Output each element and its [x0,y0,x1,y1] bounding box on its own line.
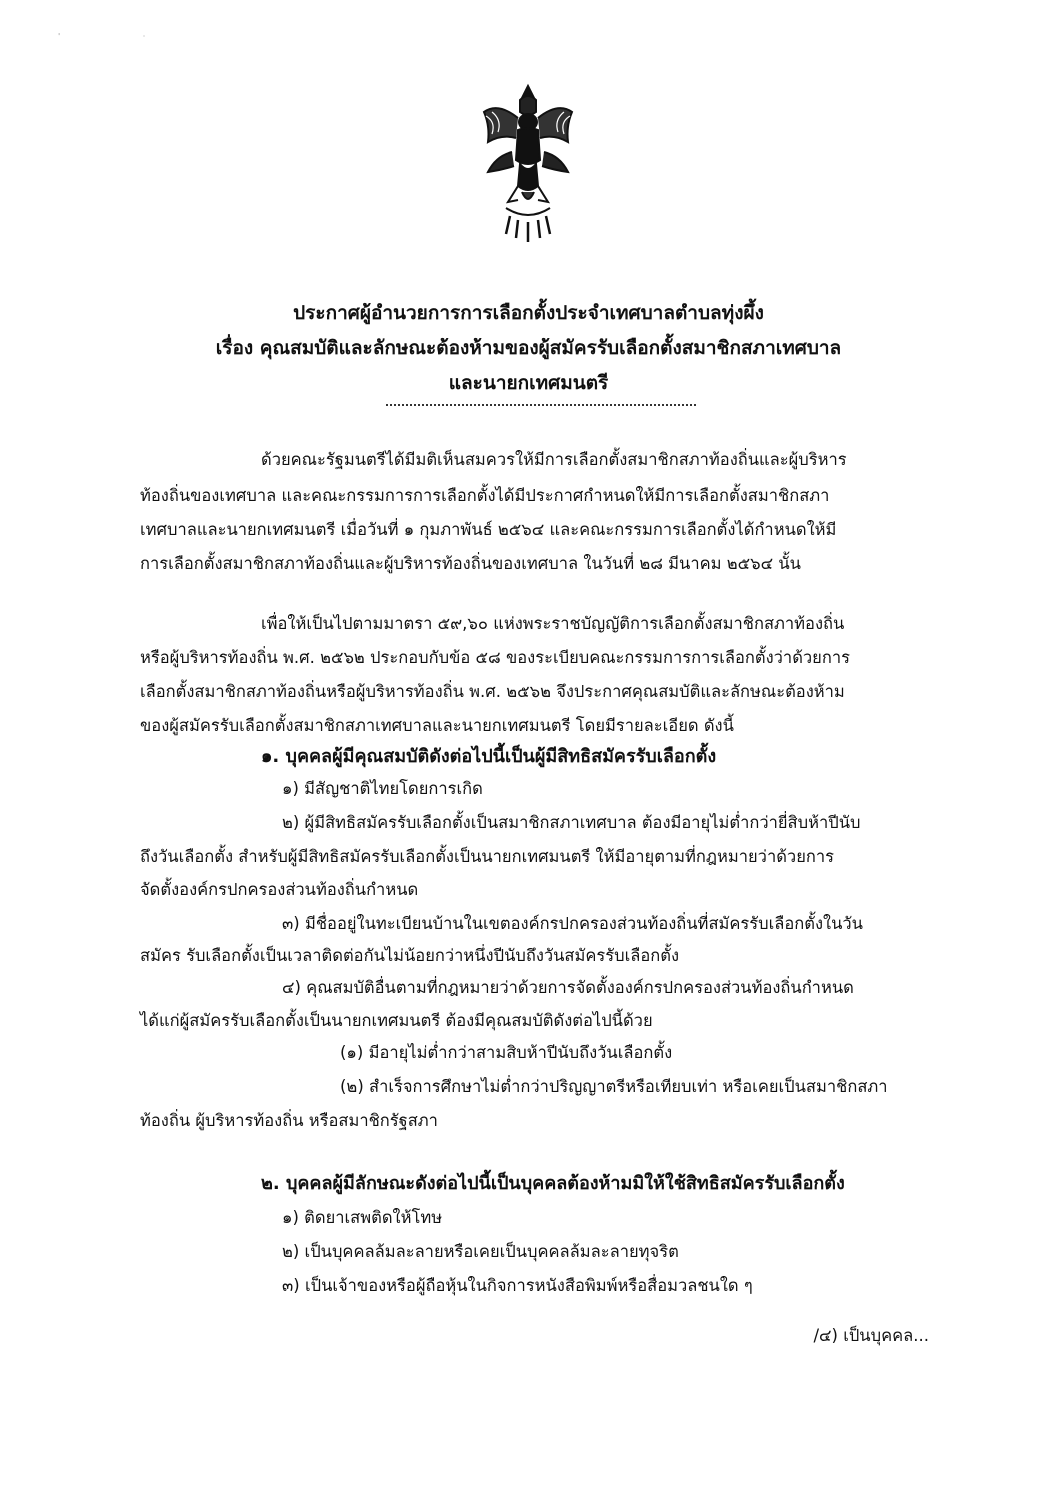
paragraph2-line: หรือผู้บริหารท้องถิ่น พ.ศ. ๒๕๖๒ ประกอบกับข้อ ๕๘ ของระเบียบคณะกรรมการการเลือกตั้งว่าด้วยการ [140,648,850,667]
paragraph1-line: ท้องถิ่นของเทศบาล และคณะกรรมการการเลือกตั้งได้มีประกาศกำหนดให้มีการเลือกตั้งสมาชิกสภา [140,486,830,505]
section1-item4-line: ได้แก่ผู้สมัครรับเลือกตั้งเป็นนายกเทศมนตรี ต้องมีคุณสมบัติดังต่อไปนี้ด้วย [140,1011,653,1030]
section1-heading: ๑. บุคคลผู้มีคุณสมบัติดังต่อไปนี้เป็นผู้มีสิทธิสมัครรับเลือกตั้ง [261,746,717,767]
section1-item2-line: ถึงวันเลือกตั้ง สำหรับผู้มีสิทธิสมัครรับเลือกตั้งเป็นนายกเทศมนตรี ให้มีอายุตามที่กฎหมายว่าด้วยการ [140,847,834,866]
section1-item2-line: จัดตั้งองค์กรปกครองส่วนท้องถิ่นกำหนด [140,880,419,899]
paragraph2-line: เพื่อให้เป็นไปตามมาตรา ๕๙,๖๐ แห่งพระราชบัญญัติการเลือกตั้งสมาชิกสภาท้องถิ่น [261,614,845,633]
paragraph2-line: เลือกตั้งสมาชิกสภาท้องถิ่นหรือผู้บริหารท้องถิ่น พ.ศ. ๒๕๖๒ จึงประกาศคุณสมบัติและลักษณะต้องห้าม [140,682,845,701]
section1-item4-line: ๔) คุณสมบัติอื่นตามที่กฎหมายว่าด้วยการจัดตั้งองค์กรปกครองส่วนท้องถิ่นกำหนด [282,978,854,997]
section2-item2: ๒) เป็นบุคคลล้มละลายหรือเคยเป็นบุคคลล้มละลายทุจริต [282,1242,679,1261]
announcement-subject-continued: และนายกเทศมนตรี [448,372,609,394]
section1-item2-line: ๒) ผู้มีสิทธิสมัครรับเลือกตั้งเป็นสมาชิกสภาเทศบาล ต้องมีอายุไม่ต่ำกว่ายี่สิบห้าปีนับ [282,813,861,832]
paragraph1-line: ด้วยคณะรัฐมนตรีได้มีมติเห็นสมควรให้มีการเลือกตั้งสมาชิกสภาท้องถิ่นและผู้บริหาร [261,450,847,469]
section1-subitem1: (๑) มีอายุไม่ต่ำกว่าสามสิบห้าปีนับถึงวันเลือกตั้ง [340,1043,673,1062]
section1-item3-line: สมัคร รับเลือกตั้งเป็นเวลาติดต่อกันไม่น้อยกว่าหนึ่งปีนับถึงวันสมัครรับเลือกตั้ง [140,946,680,965]
announcement-title: ประกาศผู้อำนวยการการเลือกตั้งประจำเทศบาลตำบลทุ่งผึ้ง [293,302,764,324]
scan-specks: ' · [58,32,186,41]
paragraph1-line: การเลือกตั้งสมาชิกสภาท้องถิ่นและผู้บริหารท้องถิ่นของเทศบาล ในวันที่ ๒๘ มีนาคม ๒๕๖๔ นั้น [140,554,801,573]
announcement-subject: เรื่อง คุณสมบัติและลักษณะต้องห้ามของผู้สมัครรับเลือกตั้งสมาชิกสภาเทศบาล [215,337,842,359]
paragraph1-line: เทศบาลและนายกเทศมนตรี เมื่อวันที่ ๑ กุมภาพันธ์ ๒๕๖๔ และคณะกรรมการเลือกตั้งได้กำหนดให้มี [140,520,837,539]
section2-item3: ๓) เป็นเจ้าของหรือผู้ถือหุ้นในกิจการหนังสือพิมพ์หรือสื่อมวลชนใด ๆ [282,1276,753,1295]
section1-item1: ๑) มีสัญชาติไทยโดยการเกิด [282,779,483,798]
section1-subitem2-line: (๒) สำเร็จการศึกษาไม่ต่ำกว่าปริญญาตรีหรือเทียบเท่า หรือเคยเป็นสมาชิกสภา [340,1077,888,1096]
section1-item3-line: ๓) มีชื่ออยู่ในทะเบียนบ้านในเขตองค์กรปกครองส่วนท้องถิ่นที่สมัครรับเลือกตั้งในวัน [282,914,863,933]
garuda-emblem-icon [478,82,578,247]
paragraph2-line: ของผู้สมัครรับเลือกตั้งสมาชิกสภาเทศบาลและนายกเทศมนตรี โดยมีรายละเอียด ดังนี้ [140,716,734,735]
section2-item1: ๑) ติดยาเสพติดให้โทษ [282,1208,443,1227]
dotted-divider [386,404,696,406]
section2-heading: ๒. บุคคลผู้มีลักษณะดังต่อไปนี้เป็นบุคคลต้องห้ามมิให้ใช้สิทธิสมัครรับเลือกตั้ง [261,1173,845,1194]
continuation-note: /๔) เป็นบุคคล... [813,1326,929,1345]
section1-subitem2-line: ท้องถิ่น ผู้บริหารท้องถิ่น หรือสมาชิกรัฐสภา [140,1111,438,1130]
